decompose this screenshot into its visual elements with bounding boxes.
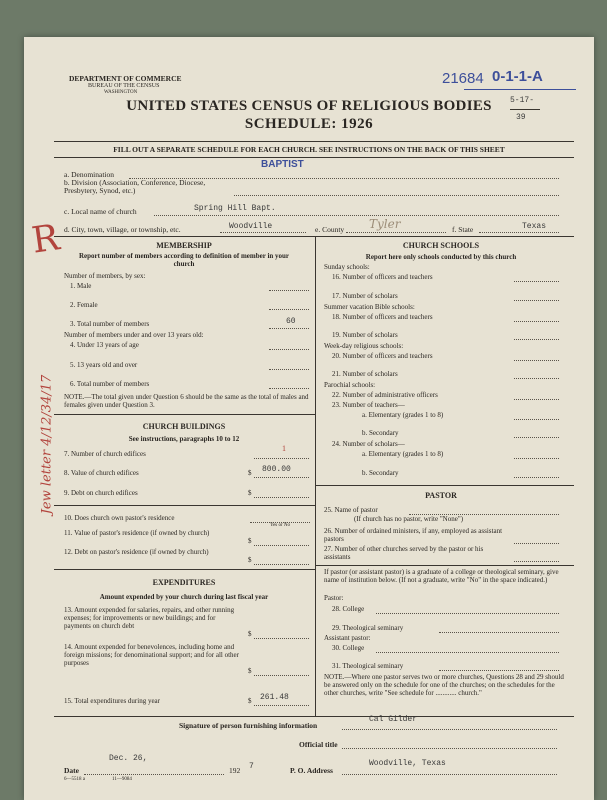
q24b-line <box>514 477 559 478</box>
q20-line <box>514 360 559 361</box>
fill-instruction: FILL OUT A SEPARATE SCHEDULE FOR EACH CHURCH. SEE INSTRUCTIONS ON THE BACK OF THIS SHEET <box>113 145 505 154</box>
q19-label: 19. Number of scholars <box>332 331 398 339</box>
q15-dollar: $ <box>248 697 252 705</box>
q4-under13-label: 4. Under 13 years of age <box>70 341 139 349</box>
print-number: 11—9084 <box>112 777 132 782</box>
bureau-city: WASHINGTON <box>104 90 138 95</box>
q25-label: 25. Name of pastor <box>324 506 378 514</box>
signature-line <box>342 729 557 730</box>
department-name: DEPARTMENT OF COMMERCE <box>69 74 182 83</box>
city-value: Woodville <box>229 222 273 231</box>
county-line <box>346 232 446 233</box>
margin-pencil-note: Jew letter 4/12/34/17 <box>39 374 55 515</box>
q27-line <box>514 561 559 562</box>
summer-label: Summer vacation Bible schools: <box>324 303 415 311</box>
local-name-value: Spring Hill Bapt. <box>194 204 276 213</box>
expenditures-heading: EXPENDITURES <box>152 578 216 587</box>
age-intro-label: Number of members under and over 13 years old: <box>64 331 204 339</box>
parochial-label: Parochial schools: <box>324 381 376 389</box>
q1-line <box>269 290 309 291</box>
form-number: 6—5518 a <box>64 777 85 782</box>
q28-line <box>376 613 559 614</box>
q23-label: 23. Number of teachers— <box>332 401 405 409</box>
stamp-code: 0-1-1-A <box>492 68 543 85</box>
pastor-mid-rule <box>315 565 574 566</box>
stamp-date-bottom: 39 <box>516 113 526 122</box>
county-value: Tyler <box>369 217 401 231</box>
year-value: 7 <box>249 762 254 771</box>
q31-label: 31. Theological seminary <box>332 662 404 670</box>
state-label: f. State <box>452 225 474 234</box>
q12-line <box>254 564 309 565</box>
q26-label: 26. Number of ordained ministers, if any, employed as assistant pastors <box>324 527 503 543</box>
county-label: e. County <box>315 225 345 234</box>
q9-label: 9. Debt on church edifices <box>64 489 138 497</box>
division-line <box>234 195 559 196</box>
q16-label: 16. Number of officers and teachers <box>332 273 433 281</box>
q4-line <box>269 349 309 350</box>
local-name-line <box>154 215 559 216</box>
pastor-heading: PASTOR <box>425 491 457 500</box>
local-name-label: c. Local name of church <box>64 207 137 216</box>
membership-intro: Report number of members according to definition of member in your church <box>78 252 290 268</box>
membership-bottom-rule <box>54 414 315 415</box>
bureau-name: BUREAU OF THE CENSUS <box>88 83 160 89</box>
division-label: b. Division (Association, Conference, Diocese, Presbytery, Synod, etc.) <box>64 178 206 195</box>
q14-line <box>254 675 309 676</box>
city-line <box>220 232 306 233</box>
q17-label: 17. Number of scholars <box>332 292 398 300</box>
q27-label: 27. Number of other churches served by the pastor or his assistants <box>324 545 484 561</box>
q8-value: 800.00 <box>262 465 291 474</box>
q23a-line <box>514 419 559 420</box>
expenditures-sub: Amount expended by your church during last fiscal year <box>99 593 269 601</box>
weekday-label: Week-day religious schools: <box>324 342 404 350</box>
census-schedule-form <box>24 37 594 800</box>
stamp-date-rule <box>510 109 540 110</box>
signature-value: Cal Gilder <box>369 715 418 724</box>
stamp-underline <box>464 89 576 90</box>
q30-label: 30. College <box>332 644 365 652</box>
state-line <box>479 232 559 233</box>
year-prefix: 192 <box>229 766 241 775</box>
buildings-mid-rule <box>54 505 315 506</box>
red-r-mark: R <box>29 217 62 262</box>
buildings-heading: CHURCH BUILDINGS <box>142 422 226 431</box>
denomination-label: a. Denomination <box>64 170 114 179</box>
official-title-line <box>342 748 557 749</box>
schools-bottom-rule <box>315 485 574 486</box>
q22-line <box>514 399 559 400</box>
q15-value: 261.48 <box>260 693 289 702</box>
pastor-sub-label: Pastor: <box>324 594 344 602</box>
q31-line <box>439 670 559 671</box>
sunday-label: Sunday schools: <box>324 263 370 271</box>
form-title: UNITED STATES CENSUS OF RELIGIOUS BODIES <box>126 98 492 114</box>
q3-line <box>269 328 309 329</box>
q29-label: 29. Theological seminary <box>332 624 404 632</box>
q9-line <box>254 497 309 498</box>
q16-line <box>514 281 559 282</box>
q12-dollar: $ <box>248 556 252 564</box>
q18-label: 18. Number of officers and teachers <box>332 313 433 321</box>
q12-label: 12. Debt on pastor's residence (if owned by church) <box>64 548 209 556</box>
q29-line <box>439 632 559 633</box>
q8-dollar: $ <box>248 469 252 477</box>
q14-dollar: $ <box>248 667 252 675</box>
q7-value: 1 <box>282 444 286 453</box>
q24b-label: b. Secondary <box>362 469 399 477</box>
q3-total-value: 60 <box>286 317 296 326</box>
q24-label: 24. Number of scholars— <box>332 440 405 448</box>
q21-label: 21. Number of scholars <box>332 370 398 378</box>
q15-line <box>254 705 309 706</box>
q13-line <box>254 638 309 639</box>
q13-label: 13. Amount expended for salaries, repairs, and other running expenses; for improvements or new buildings; and for payments on church debt <box>64 606 235 630</box>
buildings-bottom-rule <box>54 569 315 570</box>
signature-label: Signature of person furnishing information <box>179 721 318 730</box>
q6-line <box>269 388 309 389</box>
q24a-label: a. Elementary (grades 1 to 8) <box>362 450 444 458</box>
date-label: Date <box>64 766 79 775</box>
members-by-sex-label: Number of members, by sex: <box>64 272 146 280</box>
buildings-sub: See instructions, paragraphs 10 to 12 <box>128 435 240 443</box>
stamp-date-top: 5-17- <box>510 96 535 105</box>
schools-intro: Report here only schools conducted by this church <box>365 253 517 261</box>
assistant-pastor-label: Assistant pastor: <box>324 634 371 642</box>
stamp-number: 21684 <box>442 70 484 87</box>
official-title-label: Official title <box>299 740 338 749</box>
q23a-label: a. Elementary (grades 1 to 8) <box>362 411 444 419</box>
q20-label: 20. Number of officers and teachers <box>332 352 433 360</box>
q22-label: 22. Number of administrative officers <box>332 391 438 399</box>
q25-sub: (If church has no pastor, write "None") <box>354 515 464 523</box>
instruction-bottom-rule <box>54 157 574 158</box>
pastor-note: NOTE.—Where one pastor serves two or more churches, Questions 28 and 29 should be answered only on the schedule for one of the churches; on the schedules for the other churches, write "See schedule for ............ church." <box>324 673 564 697</box>
q26-line <box>514 543 559 544</box>
q1-male-label: 1. Male <box>70 282 92 290</box>
q2-female-label: 2. Female <box>70 301 98 309</box>
q30-line <box>376 652 559 653</box>
q7-line <box>254 458 309 459</box>
q21-line <box>514 378 559 379</box>
q17-line <box>514 300 559 301</box>
graduate-note: If pastor (or assistant pastor) is a graduate of a college or theological seminary, give name of institution below. (If not a graduate, write "No" in the space indicated.) <box>324 568 559 584</box>
q28-label: 28. College <box>332 605 365 613</box>
q6-total-label: 6. Total number of members <box>70 380 150 388</box>
q19-line <box>514 339 559 340</box>
q5-over13-label: 5. 13 years old and over <box>70 361 138 369</box>
q9-dollar: $ <box>248 489 252 497</box>
q23b-label: b. Secondary <box>362 429 399 437</box>
q8-line <box>254 477 309 478</box>
date-value: Dec. 26, <box>109 754 148 763</box>
schools-heading: CHURCH SCHOOLS <box>402 241 480 250</box>
q11-dollar: $ <box>248 537 252 545</box>
q14-label: 14. Amount expended for benevolences, including home and foreign missions; for denominational support; and for all other purposes <box>64 643 239 667</box>
q2-line <box>269 309 309 310</box>
q8-label: 8. Value of church edifices <box>64 469 139 477</box>
schedule-year: SCHEDULE: 1926 <box>244 116 374 132</box>
instruction-top-rule <box>54 141 574 142</box>
po-address-label: P. O. Address <box>290 766 333 775</box>
q10-label: 10. Does church own pastor's residence <box>64 514 175 522</box>
q24a-line <box>514 458 559 459</box>
q13-dollar: $ <box>248 630 252 638</box>
city-label: d. City, town, village, or township, etc. <box>64 225 181 234</box>
po-address-line <box>342 774 557 775</box>
denomination-stamp: BAPTIST <box>261 159 304 170</box>
po-address-value: Woodville, Texas <box>369 759 446 768</box>
q23b-line <box>514 437 559 438</box>
date-line <box>84 774 224 775</box>
q7-label: 7. Number of church edifices <box>64 450 146 458</box>
footer-top-rule <box>54 716 574 717</box>
q5-line <box>269 369 309 370</box>
q11-line <box>254 545 309 546</box>
q18-line <box>514 321 559 322</box>
sections-top-rule <box>54 236 574 237</box>
membership-note: NOTE.—The total given under Question 6 should be the same as the total of males and females given under Question 3. <box>64 393 309 409</box>
column-divider <box>315 236 316 716</box>
q10-hint: Yes or No <box>269 523 291 528</box>
q11-label: 11. Value of pastor's residence (if owned by church) <box>64 529 210 537</box>
q15-label: 15. Total expenditures during year <box>64 697 160 705</box>
membership-heading: MEMBERSHIP <box>156 241 212 250</box>
q3-total-label: 3. Total number of members <box>70 320 150 328</box>
state-value: Texas <box>522 222 547 231</box>
